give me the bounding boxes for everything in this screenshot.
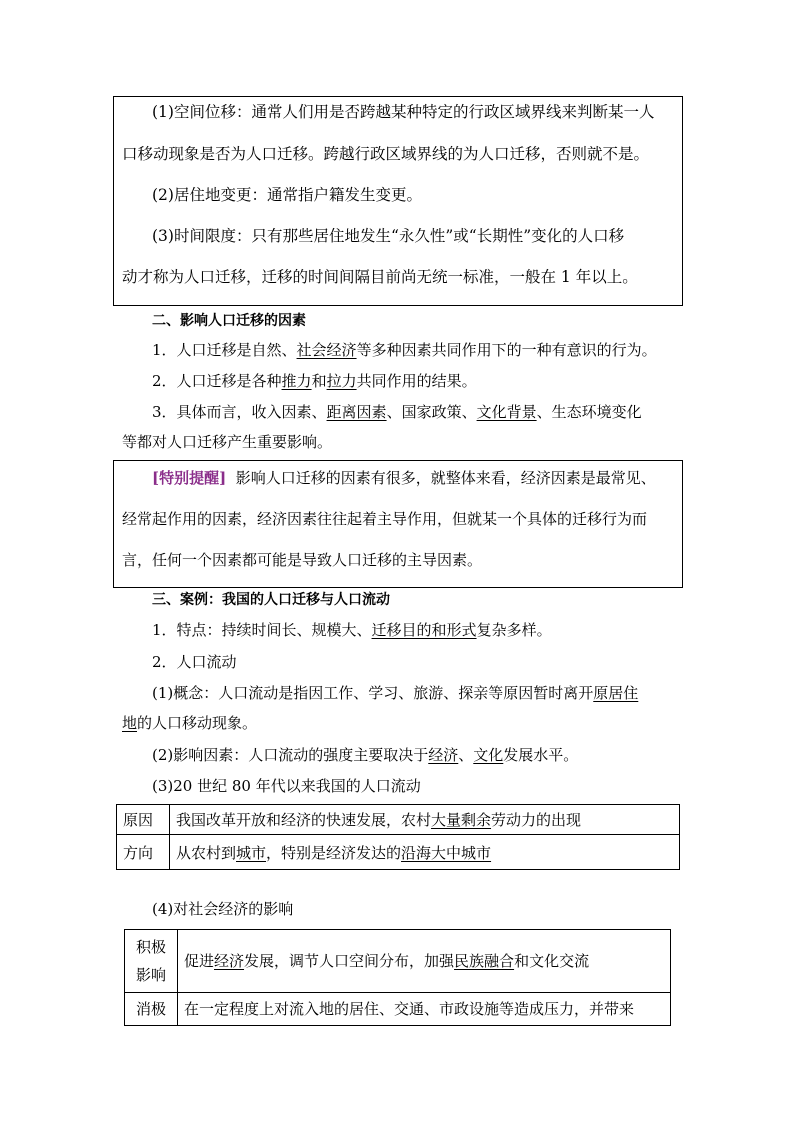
reminder-line2: 经常起作用的因素，经济因素往往起着主导作用，但就某一个具体的迁移行为而 [122,510,648,528]
section3-p4: (2)影响因素：人口流动的强度主要取决于经济、文化发展水平。 [152,746,579,764]
box1-line5: 动才称为人口迁移，迁移的时间间隔目前尚无统一标准，一般在 1 年以上。 [122,268,638,286]
box1-line3: (2)居住地变更：通常指户籍发生变更。 [152,186,422,204]
table1-val-cause: 我国改革开放和经济的快速发展，农村大量剩余劳动力的出现 [170,805,680,835]
section3-p5: (3)20 世纪 80 年代以来我国的人口流动 [152,777,421,795]
section3-title: 三、案例：我国的人口迁移与人口流动 [152,592,390,608]
box1-line2: 口移动现象是否为人口迁移。跨越行政区域界线的为人口迁移，否则就不是。 [122,145,650,163]
impact-table [124,929,671,1026]
reminder-line3: 言，任何一个因素都可能是导致人口迁移的主导因素。 [122,551,483,569]
table2-key-positive: 积极 影响 [125,930,178,993]
section2-title: 二、影响人口迁移的因素 [152,313,306,329]
section3-p3: (1)概念：人口流动是指因工作、学习、旅游、探亲等原因暂时离开原居住 [152,684,639,702]
table1-key-direction: 方向 [117,835,170,870]
table2-val-negative: 在一定程度上对流入地的居住、交通、市政设施等造成压力，并带来 [178,992,671,1025]
section2-p1: 1．人口迁移是自然、社会经济等多种因素共同作用下的一种有意识的行为。 [152,341,657,359]
table1-val-direction: 从农村到城市，特别是经济发达的沿海大中城市 [170,835,680,870]
box1-line4: (3)时间限度：只有那些居住地发生“永久性”或“长期性”变化的人口移 [152,227,625,245]
table1-key-cause: 原因 [117,805,170,835]
section2-p3: 3．具体而言，收入因素、距离因素、国家政策、文化背景、生态环境变化 [152,403,642,421]
section2-p3-cont: 等都对人口迁移产生重要影响。 [122,433,333,451]
box1-line1: (1)空间位移：通常人们用是否跨越某种特定的行政区域界线来判断某一人 [152,103,655,121]
section2-p2: 2．人口迁移是各种推力和拉力共同作用的结果。 [152,372,477,390]
table2-val-positive: 促进经济发展，调节人口空间分布，加强民族融合和文化交流 [178,930,671,993]
section3-p3-cont: 地的人口移动现象。 [122,714,258,732]
table2-key-negative: 消极 [125,992,178,1025]
section3-p1: 1．特点：持续时间长、规模大、迁移目的和形式复杂多样。 [152,621,552,639]
reminder-tag: [特别提醒] [152,469,227,487]
section3-p6: (4)对社会经济的影响 [152,900,294,918]
migration-table [116,804,680,870]
reminder-line1: [特别提醒] 影响人口迁移的因素有很多，就整体来看，经济因素是最常见、 [152,469,656,487]
section3-p2: 2．人口流动 [152,653,237,671]
